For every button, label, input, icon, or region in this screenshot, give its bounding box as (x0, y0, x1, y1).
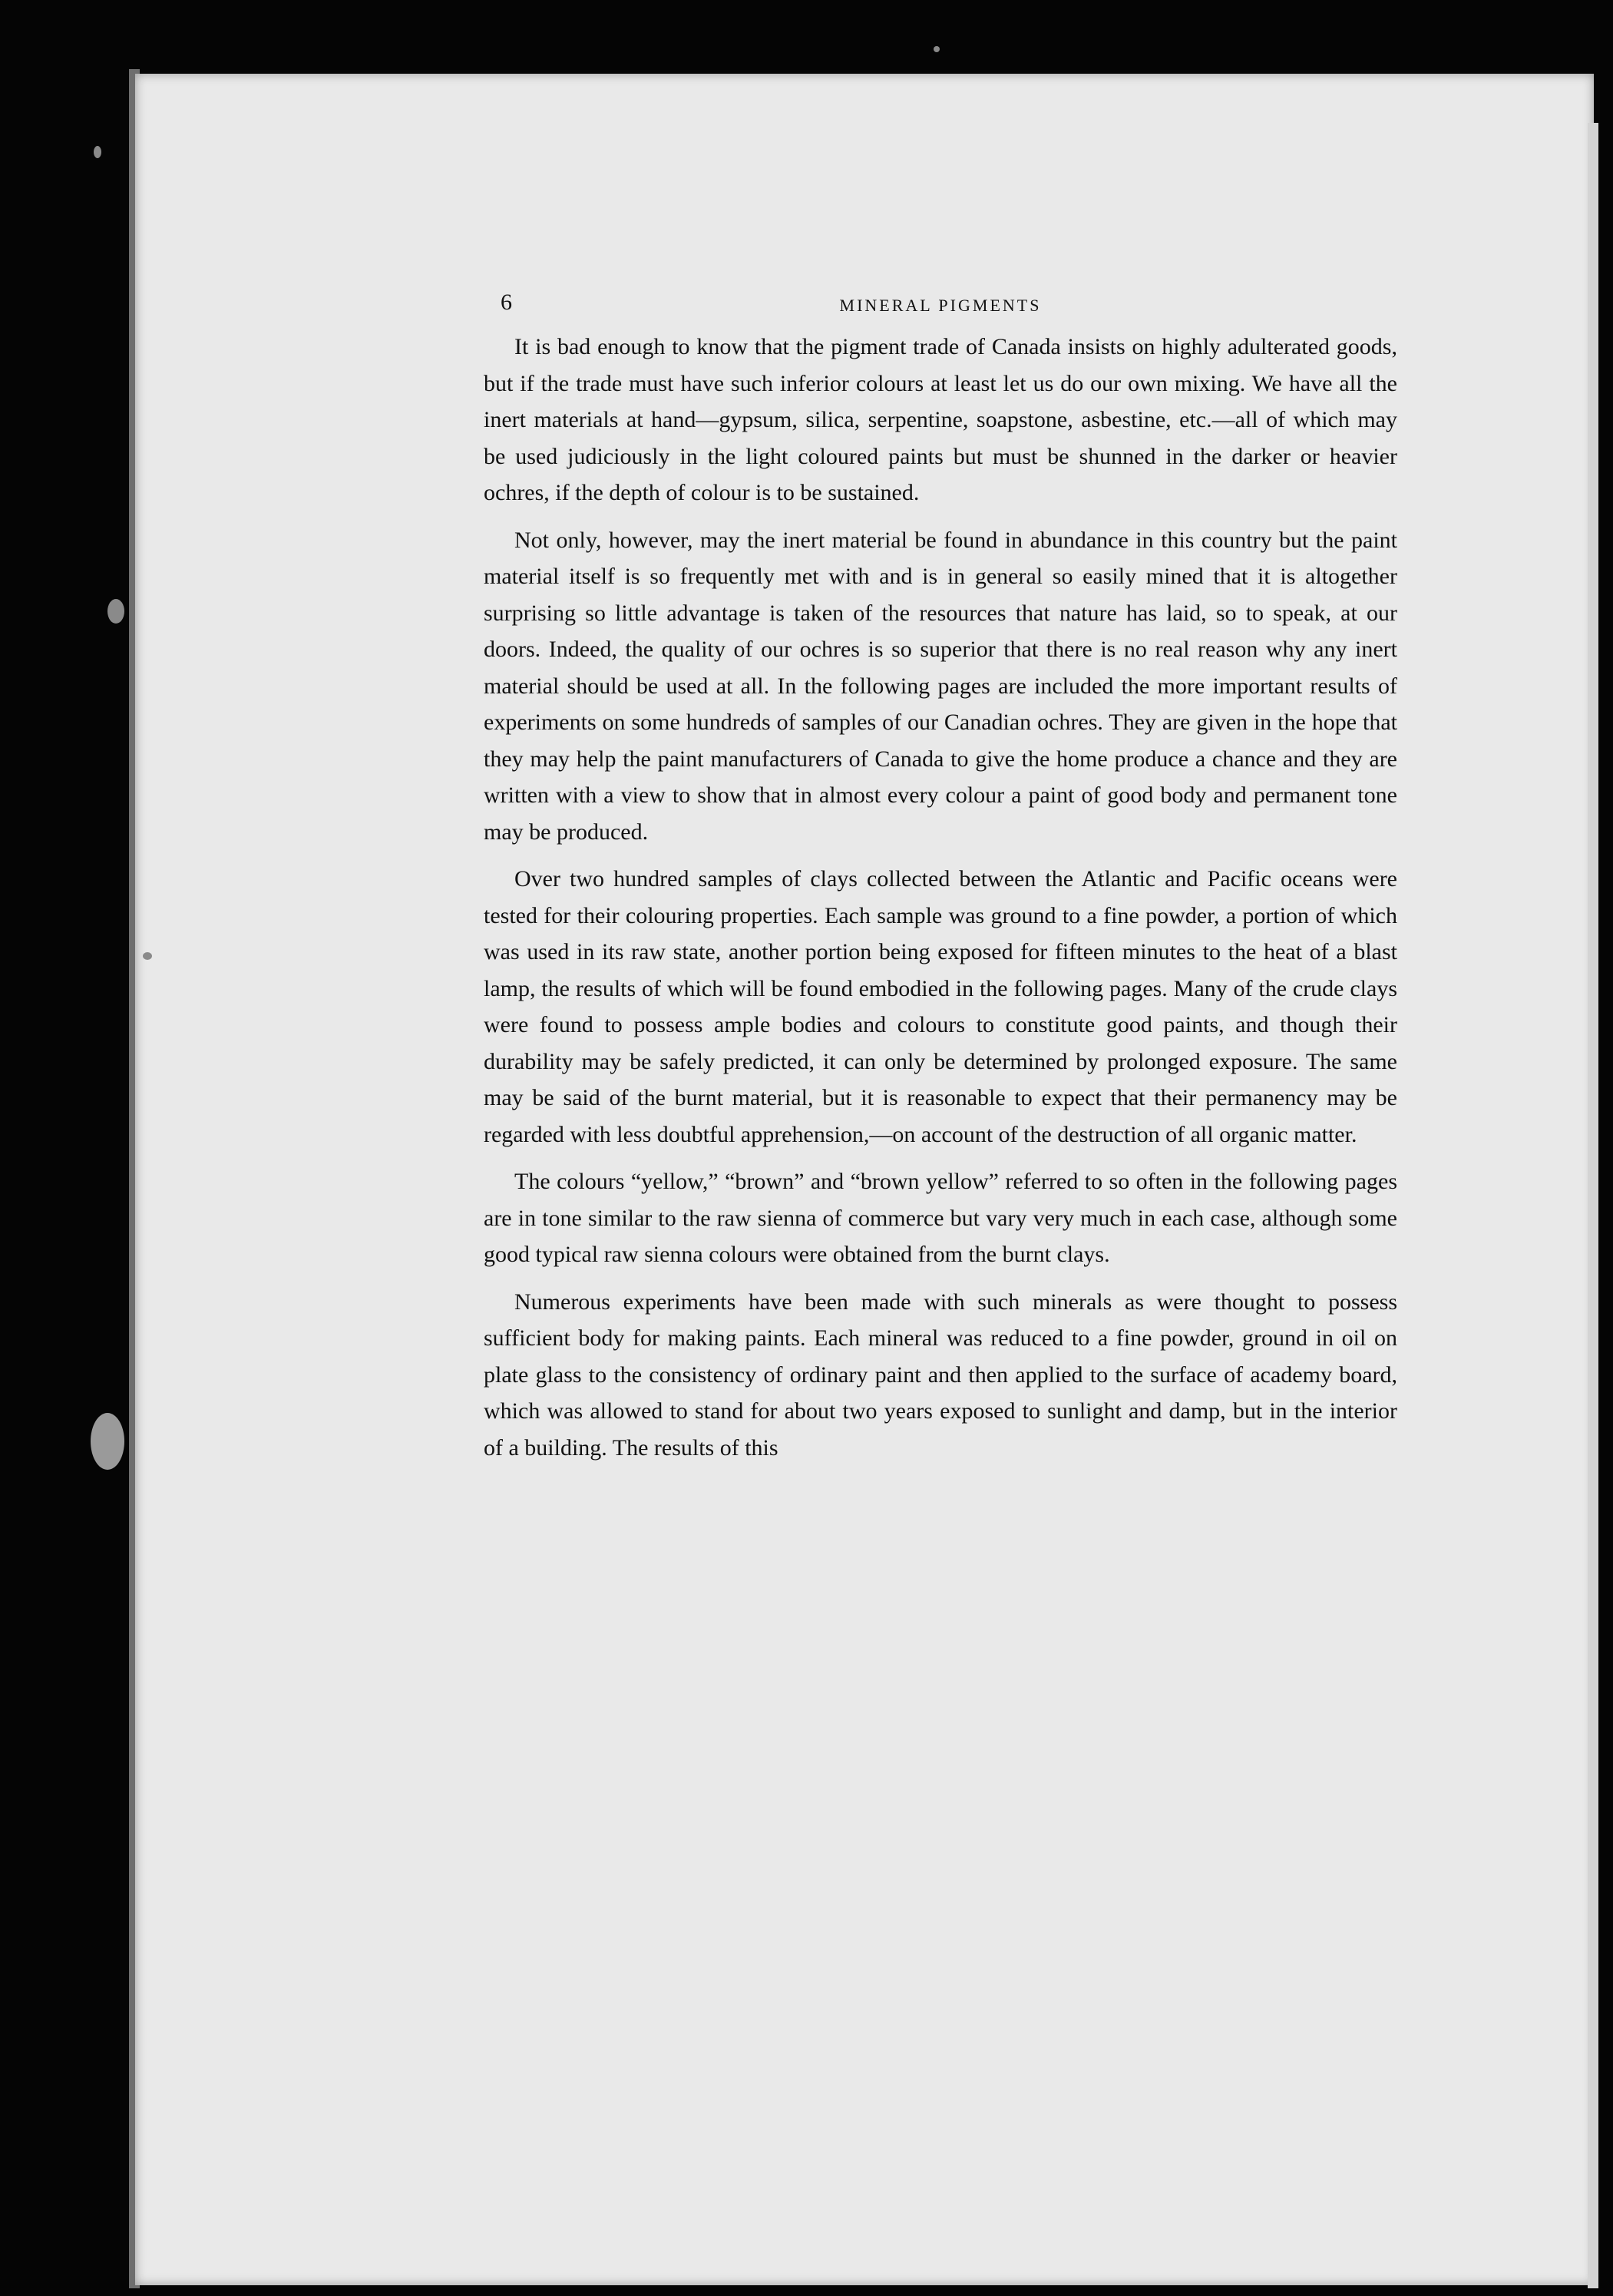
paragraph: The colours “yellow,” “brown” and “brown yellow” referred to so often in the following pages are in tone similar to the raw sienna of commerce but vary very much in each case, although some good typical raw sienna colours were obtained from the burnt clays. (484, 1169, 1397, 1267)
page-text (484, 284, 1397, 1477)
page-number: 6 (501, 289, 512, 315)
paragraph: Not only, however, may the inert material be found in abundance in this country but the paint material itself is so frequently met with and is in general so easily mined that it is altogether surprising so little advantage is taken of the resources that nature has laid, so to speak, at our doors. Indeed, the quality of our ochres is so superior that there is no real reason why any inert material should be used at all. In the following pages are included the more important results of experiments on some hundreds of samples of our Canadian ochres. They are given in the hope that they may help the paint manufacturers of Canada to give the home produce a chance and they are written with a view to show that in almost every colour a paint of good body and permanent tone may be produced. (484, 527, 1397, 845)
scan-speck (107, 599, 124, 624)
scan-speck (143, 952, 152, 960)
paragraph: Numerous experiments have been made with such minerals as were thought to possess sufficient body for making paints. Each mineral was reduced to a fine powder, ground in oil on plate glass to the consistency of ordinary paint and then applied to the surface of academy board, which was allowed to stand for about two years exposed to sunlight and damp, but in the interior of a building. The results of this (484, 1289, 1397, 1461)
running-title: MINERAL PIGMENTS (839, 296, 1042, 315)
paragraph: Over two hundred samples of clays collected between the Atlantic and Pacific oceans were tested for their colouring properties. Each sample was ground to a fine powder, a portion of which was used in its raw state, another portion being exposed for fifteen minutes to the heat of a blast lamp, the results of which will be found embodied in the following pages. Many of the crude clays were found to possess ample bodies and colours to constitute good paints, and though their durability may be safely predicted, it can only be determined by prolonged exposure. The same may be said of the burnt material, but it is reasonable to expect that their permanency may be regarded with less doubtful apprehension,—on account of the destruction of all organic matter. (484, 866, 1397, 1147)
page-header (484, 284, 1397, 323)
page-right-edge (1588, 123, 1598, 2288)
scan-speck (934, 46, 940, 52)
scan-speck (94, 146, 101, 158)
paragraph: It is bad enough to know that the pigment trade of Canada insists on highly adulterated goods, but if the trade must have such inferior colours at least let us do our own mixing. We have all the inert materials at hand—gypsum, silica, serpentine, soapstone, asbestine, etc.—all of which may be used judiciously in the light coloured paints but must be shunned in the darker or heavier ochres, if the depth of colour is to be sustained. (484, 334, 1397, 505)
scan-speck (91, 1413, 124, 1470)
